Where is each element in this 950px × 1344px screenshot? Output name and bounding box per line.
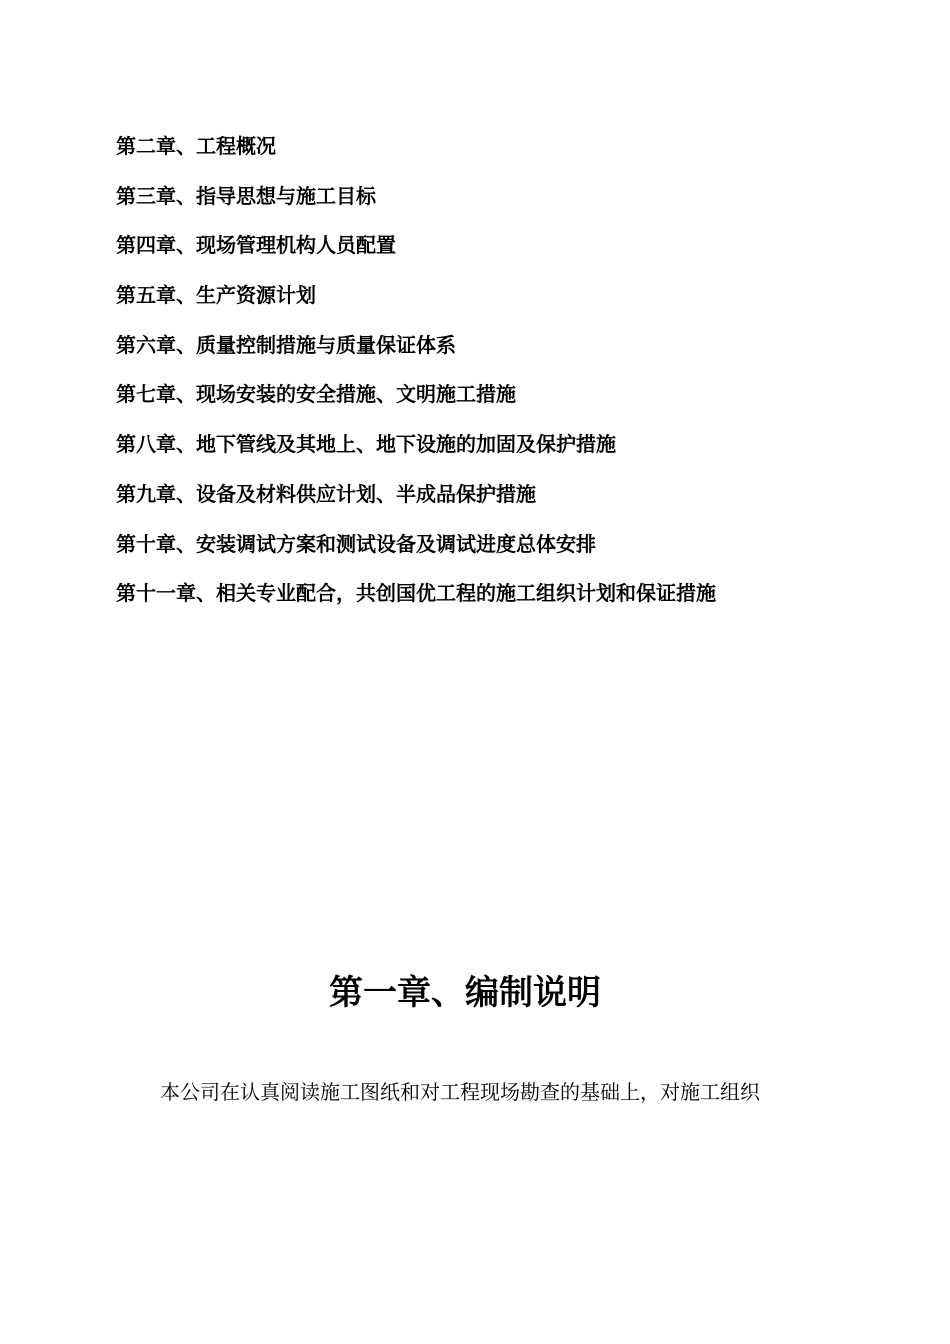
toc-item-chapter-11: 第十一章、相关专业配合，共创国优工程的施工组织计划和保证措施 — [116, 581, 716, 606]
toc-item-chapter-2: 第二章、工程概况 — [116, 134, 276, 158]
toc-item-chapter-9: 第九章、设备及材料供应计划、半成品保护措施 — [116, 481, 536, 506]
toc-item-chapter-4: 第四章、现场管理机构人员配置 — [116, 233, 396, 258]
toc-item-chapter-3: 第三章、指导思想与施工目标 — [116, 183, 376, 208]
toc-item-chapter-7: 第七章、现场安装的安全措施、文明施工措施 — [116, 382, 516, 407]
toc-item-chapter-6: 第六章、质量控制措施与质量保证体系 — [116, 332, 456, 357]
chapter-title: 第一章、编制说明 — [329, 973, 601, 1013]
body-paragraph: 本公司在认真阅读施工图纸和对工程现场勘查的基础上，对施工组织 — [160, 1080, 760, 1104]
toc-item-chapter-5: 第五章、生产资源计划 — [116, 283, 316, 308]
table-of-contents — [116, 130, 716, 627]
toc-item-chapter-10: 第十章、安装调试方案和测试设备及调试进度总体安排 — [116, 531, 596, 556]
toc-item-chapter-8: 第八章、地下管线及其地上、地下设施的加固及保护措施 — [116, 432, 616, 457]
